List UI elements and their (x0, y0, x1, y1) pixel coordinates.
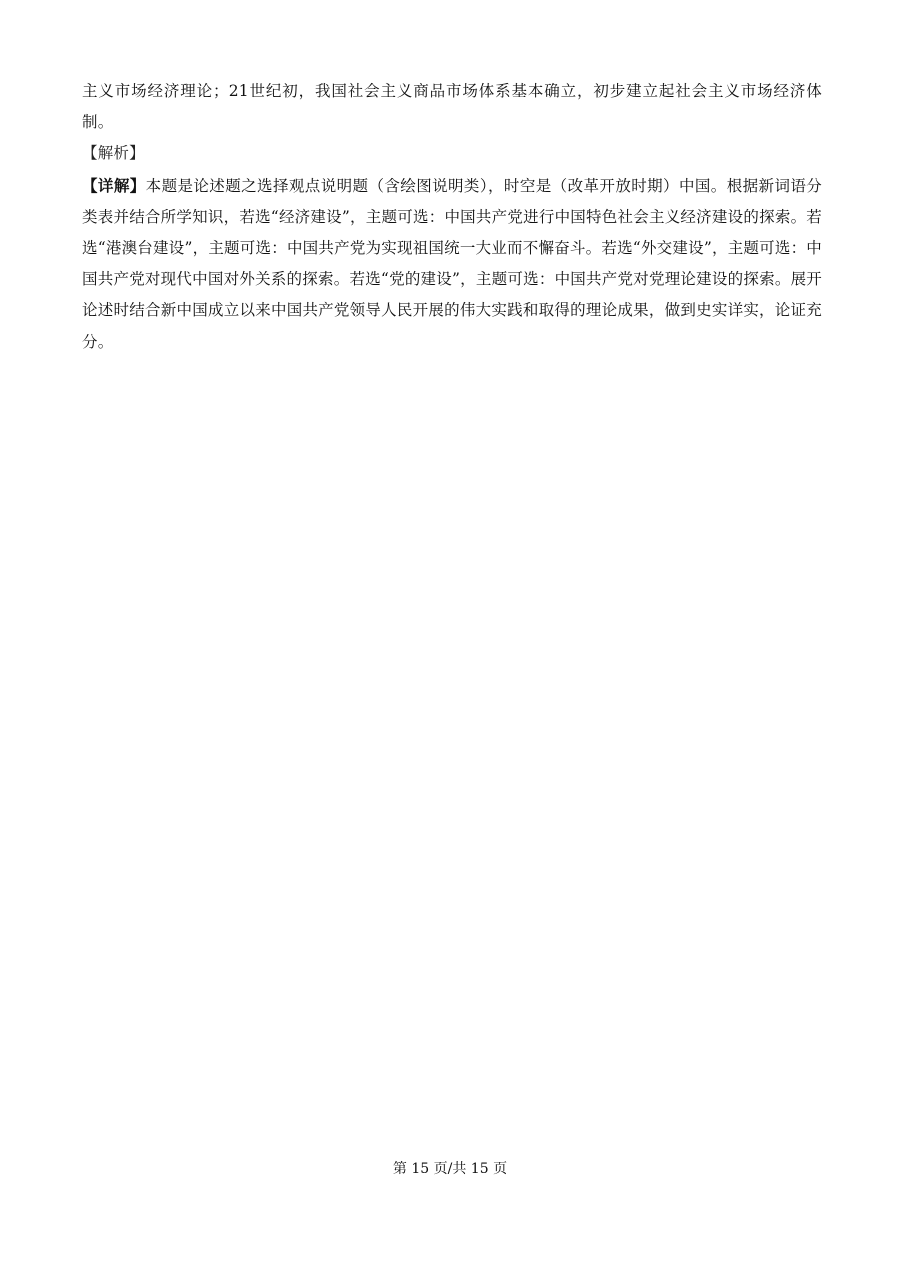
analysis-heading (82, 138, 822, 169)
detail-text: 本题是论述题之选择观点说明题（含绘图说明类），时空是（改革开放时期）中国。根据新词语分类表并结合所学知识，若选“经济建设”，主题可选：中国共产党进行中国特色社会主义经济建设的探索。若选“港澳台建设”，主题可选：中国共产党为实现祖国统一大业而不懈奋斗。若选“外交建设”，主题可选：中国共产党对现代中国对外关系的探索。若选“党的建设”，主题可选：中国共产党对党理论建设的探索。展开论述时结合新中国成立以来中国共产党领导人民开展的伟大实践和取得的理论成果，做到史实详实，论证充分。 (82, 176, 822, 351)
page-number: 第 15 页/共 15 页 (392, 1161, 508, 1177)
page-footer (0, 1158, 900, 1178)
continuation-paragraph (82, 76, 822, 138)
detail-tag: 【详解】 (82, 175, 146, 195)
continuation-text: 主义市场经济理论；21世纪初，我国社会主义商品市场体系基本确立，初步建立起社会主义市场经济体制。 (82, 82, 822, 132)
analysis-label: 【解析】 (82, 144, 145, 163)
detail-paragraph (82, 170, 822, 358)
document-body (82, 76, 822, 358)
